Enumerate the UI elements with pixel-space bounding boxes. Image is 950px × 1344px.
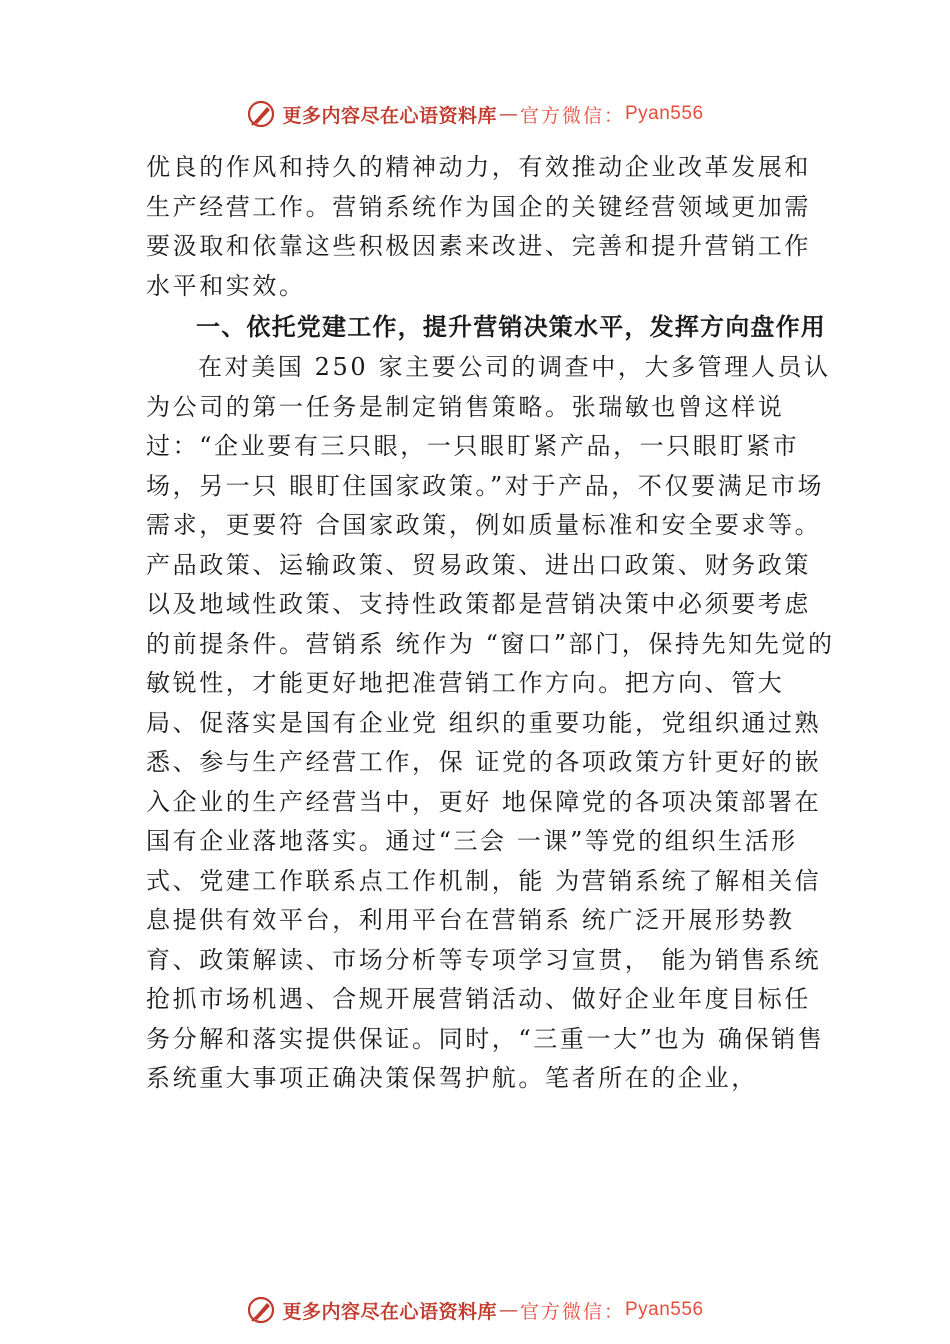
banner-official-label: 官方微信： — [519, 104, 625, 127]
pen-logo-icon — [246, 99, 276, 129]
banner-brand-text: 更多内容尽在心语资料库 — [282, 104, 497, 127]
banner-dash: — — [498, 103, 518, 125]
intro-paragraph: 优良的作风和持久的精神动力，有效推动企业改革发展和生产经营工作。营销系统作为国企的关键经营领域更加需要汲取和依靠这些积极因素来改进、完善和提升营销工作水平和实效。 — [146, 153, 811, 300]
banner-wechat-id: Pyan556 — [625, 103, 704, 124]
banner-official-label: 官方微信： — [519, 1300, 625, 1323]
banner-dash: — — [498, 1299, 518, 1321]
pen-logo-icon — [246, 1295, 276, 1325]
document-body — [146, 148, 836, 1099]
header-watermark-banner — [0, 94, 950, 134]
banner-wechat-id: Pyan556 — [625, 1299, 704, 1320]
body-paragraph-1: 在对美国 250 家主要公司的调查中，大多管理人员认为公司的第一任务是制定销售策略。张瑞敏也曾这样说过：“企业要有三只眼，一只眼盯紧产品，一只眼盯紧市场，另一只 眼盯住国家政策。”对于产品，不仅要满足市场需求，更要符 合国家政策，例如质量标准和安全要求等。产品政策、运输政策、贸易政策、进出口政策、财务政策以及地域性政策、支持性政策都是营销决策中必须要考虑的前提条件。营销系 统作为 “窗口”部门，保持先知先觉的敏锐性，才能更好地把准营销工作方向。把方向、管大局、促落实是国有企业党 组织的重要功能，党组织通过熟悉、参与生产经营工作，保 证党的各项政策方针更好的嵌入企业的生产经营当中，更好 地保障党的各项决策部署在国有企业落地落实。通过“三会 一课”等党的组织生活形式、党建工作联系点工作机制，能 为营销系统了解相关信息提供有效平台，利用平台在营销系 统广泛开展形势教育、政策解读、市场分析等专项学习宣贯， 能为销售系统抢抓市场机遇、合规开展营销活动、做好企业年度目标任务分解和落实提供保证。同时，“三重一大”也为 确保销售系统重大事项正确决策保驾护航。笔者所在的企业， — [146, 353, 835, 1092]
banner-brand-text: 更多内容尽在心语资料库 — [282, 1300, 497, 1323]
footer-watermark-banner — [0, 1290, 950, 1330]
section-heading-1: 一、依托党建工作，提升营销决策水平，发挥方向盘作用 — [196, 313, 826, 341]
